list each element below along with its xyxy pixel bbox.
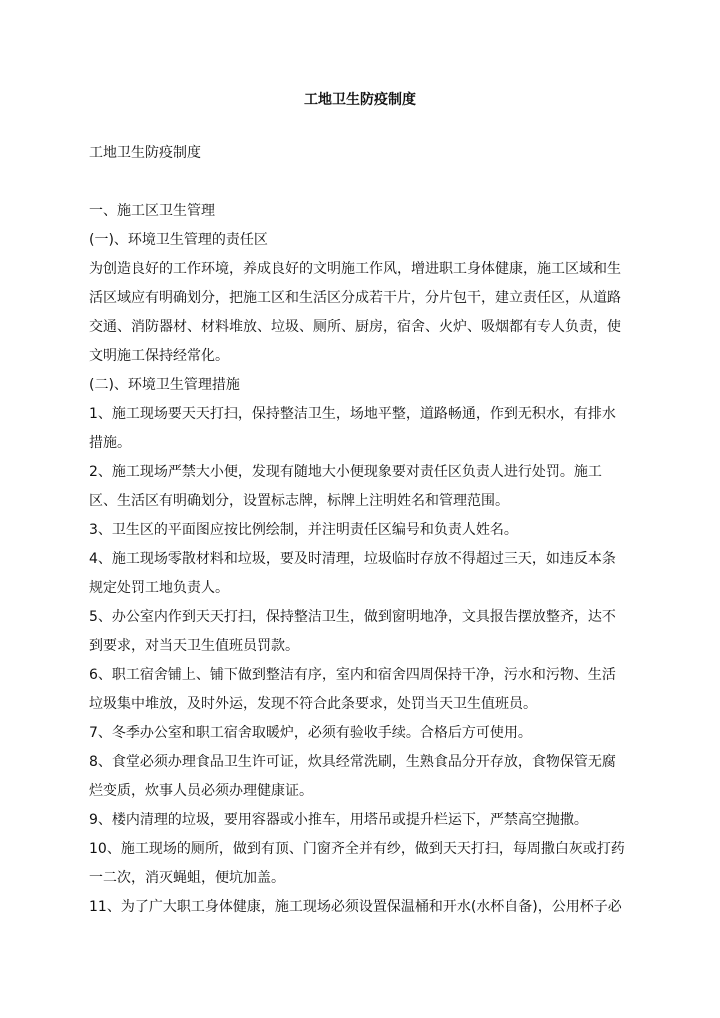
- section-heading: 一、施工区卫生管理: [89, 203, 215, 219]
- list-item: 7、冬季办公室和职工宿舍取暖炉，必须有验收手续。合格后方可使用。: [89, 725, 532, 741]
- list-item: 11、为了广大职工身体健康，施工现场必须设置保温桶和开水(水杯自备)，公用杯子必: [89, 899, 622, 915]
- paragraph: 为创造良好的工作环境，养成良好的文明施工作风，增进职工身体健康，施工区域和生活区域应有明确划分，把施工区和生活区分成若干片，分片包干，建立责任区，从道路交通、消防器材、材料堆放、垃圾、厕所、厨房，宿舍、火炉、吸烟都有专人负责，使文明施工保持经常化。: [89, 261, 621, 364]
- list-item: 5、办公室内作到天天打扫，保持整洁卫生，做到窗明地净，文具报告摆放整齐，达不到要求，对当天卫生值班员罚款。: [89, 609, 616, 654]
- list-item: 3、卫生区的平面图应按比例绘制，并注明责任区编号和负责人姓名。: [89, 522, 518, 538]
- subsection-heading: (一)、环境卫生管理的责任区: [89, 232, 268, 248]
- list-item: 4、施工现场零散材料和垃圾，要及时清理，垃圾临时存放不得超过三天，如违反本条规定处罚工地负责人。: [89, 551, 616, 596]
- list-item: 1、施工现场要天天打扫，保持整洁卫生，场地平整，道路畅通，作到无积水，有排水措施。: [89, 406, 616, 451]
- subsection-heading: (二)、环境卫生管理措施: [89, 377, 240, 393]
- document-body: [89, 197, 629, 922]
- document-title: 工地卫生防疫制度: [304, 92, 416, 108]
- list-item: 2、施工现场严禁大小便，发现有随地大小便现象要对责任区负责人进行处罚。施工区、生活区有明确划分，设置标志牌，标牌上注明姓名和管理范围。: [89, 464, 602, 509]
- list-item: 10、施工现场的厕所，做到有顶、门窗齐全并有纱，做到天天打扫，每周撒白灰或打药一二次，消灭蝇蛆，便坑加盖。: [89, 841, 625, 886]
- document-subtitle: 工地卫生防疫制度: [89, 145, 201, 161]
- list-item: 8、食堂必须办理食品卫生许可证，炊具经常洗刷，生熟食品分开存放，食物保管无腐烂变质，炊事人员必须办理健康证。: [89, 754, 616, 799]
- list-item: 9、楼内清理的垃圾，要用容器或小推车，用塔吊或提升栏运下，严禁高空抛撒。: [89, 812, 588, 828]
- list-item: 6、职工宿舍铺上、铺下做到整洁有序，室内和宿舍四周保持干净，污水和污物、生活垃圾集中堆放，及时外运，发现不符合此条要求，处罚当天卫生值班员。: [89, 667, 616, 712]
